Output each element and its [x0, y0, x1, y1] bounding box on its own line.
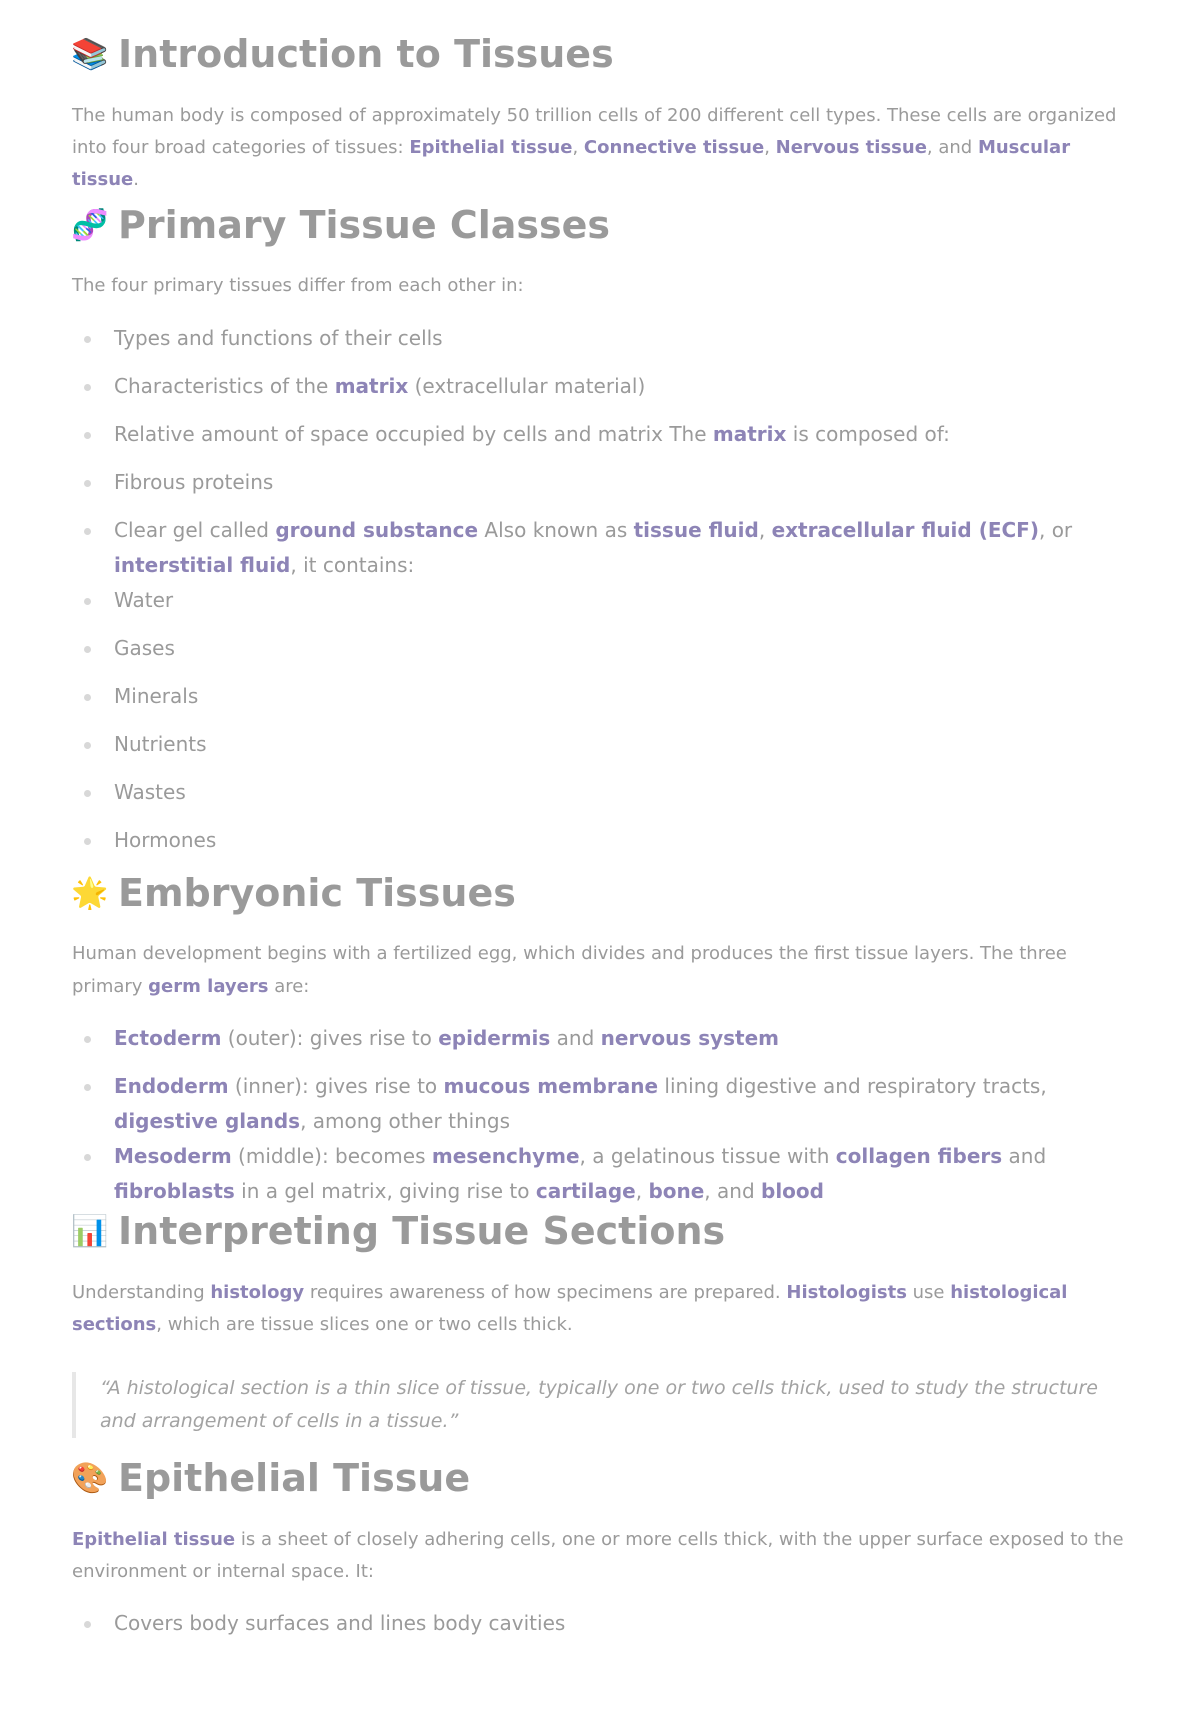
primary-tissue-list: [72, 321, 1128, 871]
highlight-text: matrix: [712, 421, 787, 446]
palette-icon: 🎨: [71, 1460, 109, 1496]
section-title-text: Primary Tissue Classes: [118, 202, 611, 247]
paragraph-text: , and: [926, 136, 978, 158]
list-item-text: in a gel matrix, giving rise to: [234, 1179, 536, 1204]
section-primary-tissue-classes: [72, 203, 1128, 871]
interpreting-paragraph: [72, 1277, 1128, 1342]
paragraph-text: requires awareness of how specimens are prepared.: [304, 1281, 787, 1303]
section-title-embryonic-tissues: [72, 871, 1128, 917]
highlight-text: cartilage: [535, 1179, 636, 1204]
paragraph-text: ,: [572, 136, 584, 158]
highlight-text: extracellular fluid (ECF): [771, 517, 1039, 542]
list-item-text: ,: [758, 517, 772, 542]
list-item: [72, 1069, 1128, 1139]
list-item: [72, 321, 1128, 369]
highlight-text: Mesoderm: [114, 1144, 232, 1169]
list-item-text: ,: [635, 1179, 649, 1204]
list-item-text: , or: [1038, 517, 1073, 542]
list-item-text: , and: [704, 1179, 761, 1204]
section-interpreting-tissue-sections: [72, 1209, 1128, 1438]
highlight-text: digestive glands: [114, 1109, 301, 1134]
list-item-text: lining digestive and respiratory tracts,: [658, 1074, 1047, 1099]
highlight-text: ground substance: [275, 517, 479, 542]
star-icon: 🌟: [71, 875, 109, 911]
highlight-text: Nervous tissue: [775, 136, 927, 158]
list-item: [72, 513, 1128, 583]
bar-chart-icon: 📊: [71, 1213, 109, 1249]
highlight-text: mucous membrane: [443, 1074, 659, 1099]
section-title-text: Epithelial Tissue: [118, 1456, 471, 1500]
section-epithelial-tissue: [72, 1456, 1128, 1654]
intro-paragraph: [72, 100, 1128, 197]
list-item-text: , among other things: [300, 1109, 510, 1134]
paragraph-text: ,: [764, 136, 776, 158]
highlight-text: blood: [761, 1179, 824, 1204]
section-title-epithelial-tissue: [72, 1456, 1128, 1502]
list-item: [72, 679, 1128, 727]
highlight-text: nervous system: [600, 1026, 780, 1051]
highlight-text: histology: [210, 1281, 305, 1303]
list-item-text: Relative amount of space occupied by cells and matrix The: [114, 421, 713, 446]
list-item: [72, 823, 1128, 871]
list-item-text: Fibrous proteins: [114, 469, 274, 494]
section-title-text: Embryonic Tissues: [118, 870, 516, 915]
list-item: [72, 775, 1128, 823]
list-item-text: Covers body surfaces and lines body cavities: [114, 1611, 566, 1636]
highlight-text: epidermis: [438, 1026, 551, 1051]
paragraph-text: Human development begins with a fertilized egg, which divides and produces the first tissue layers. The three primary: [72, 943, 1067, 997]
list-item: [72, 631, 1128, 679]
list-item-text: (inner): gives rise to: [228, 1074, 444, 1099]
highlight-text: tissue fluid: [633, 517, 759, 542]
highlight-text: Histologists: [786, 1281, 907, 1303]
list-item-text: (middle): becomes: [231, 1144, 432, 1169]
list-item: [72, 465, 1128, 513]
section-title-primary-tissue-classes: [72, 203, 1128, 249]
paragraph-text: is a sheet of closely adhering cells, one or more cells thick, with the upper surface exposed to the environment or internal space. It:: [72, 1528, 1124, 1582]
list-item-text: Gases: [114, 635, 175, 660]
primary-intro-paragraph: The four primary tissues differ from each other in:: [72, 275, 524, 297]
section-introduction: [72, 32, 1128, 197]
quote-block: “A histological section is a thin slice of tissue, typically one or two cells thick, used to study the structure and arrangement of cells in a tissue.”: [72, 1372, 1100, 1439]
list-item-text: and: [550, 1026, 601, 1051]
section-title-text: Interpreting Tissue Sections: [118, 1209, 726, 1254]
list-item-text: and: [1002, 1144, 1047, 1169]
list-item-text: , a gelatinous tissue with: [579, 1144, 836, 1169]
highlight-text: Endoderm: [114, 1074, 229, 1099]
list-item-text: Clear gel called: [114, 517, 276, 542]
list-item-text: (outer): gives rise to: [221, 1026, 439, 1051]
list-item: [72, 369, 1128, 417]
highlight-text: bone: [648, 1179, 705, 1204]
highlight-text: Muscular tissue: [72, 136, 1071, 191]
epithelial-paragraph: [72, 1524, 1128, 1589]
germ-layers-list: [72, 1021, 1128, 1209]
list-item-text: Also known as: [478, 517, 634, 542]
paragraph-text: use: [906, 1281, 951, 1303]
paragraph-text: , which are tissue slices one or two cells thick.: [156, 1314, 573, 1336]
list-item-text: , it contains:: [290, 552, 415, 577]
highlight-text: germ layers: [148, 975, 269, 997]
highlight-text: Ectoderm: [114, 1026, 222, 1051]
highlight-text: Epithelial tissue: [409, 136, 573, 158]
paragraph-text: .: [133, 169, 139, 191]
highlight-text: Connective tissue: [583, 136, 765, 158]
section-title-introduction: [72, 32, 1128, 78]
list-item-text: Characteristics of the: [114, 373, 335, 398]
highlight-text: matrix: [334, 373, 409, 398]
highlight-text: interstitial fluid: [114, 552, 291, 577]
list-item: [72, 1606, 1128, 1654]
list-item-text: Nutrients: [114, 731, 207, 756]
list-item-text: Hormones: [114, 827, 217, 852]
highlight-text: fibroblasts: [114, 1179, 235, 1204]
embryonic-intro-paragraph: [72, 938, 1128, 1003]
paragraph-text: The human body is composed of approximately 50 trillion cells of 200 different cell types. These cells are organized into four broad categories of tissues:: [72, 104, 1117, 158]
list-item: [72, 727, 1128, 775]
list-item-text: Minerals: [114, 683, 199, 708]
epithelial-list: [72, 1606, 1128, 1654]
list-item: [72, 1139, 1128, 1209]
highlight-text: histological sections: [72, 1281, 1068, 1336]
list-item-text: Types and functions of their cells: [114, 325, 443, 350]
section-title-text: Introduction to Tissues: [118, 32, 614, 76]
list-item-text: (extracellular material): [408, 373, 646, 398]
dna-icon: 🧬: [71, 207, 109, 243]
highlight-text: Epithelial tissue: [72, 1528, 236, 1550]
paragraph-text: Understanding: [72, 1281, 211, 1303]
list-item: [72, 1021, 1128, 1069]
list-item: [72, 417, 1128, 465]
section-title-interpreting-tissue-sections: [72, 1209, 1128, 1255]
list-item-text: Wastes: [114, 779, 186, 804]
highlight-text: collagen fibers: [835, 1144, 1003, 1169]
books-icon: 📚: [71, 36, 109, 72]
list-item-text: is composed of:: [786, 421, 950, 446]
list-item: [72, 583, 1128, 631]
highlight-text: mesenchyme: [431, 1144, 580, 1169]
paragraph-text: are:: [268, 975, 310, 997]
list-item-text: Water: [114, 587, 174, 612]
section-embryonic-tissues: [72, 871, 1128, 1209]
